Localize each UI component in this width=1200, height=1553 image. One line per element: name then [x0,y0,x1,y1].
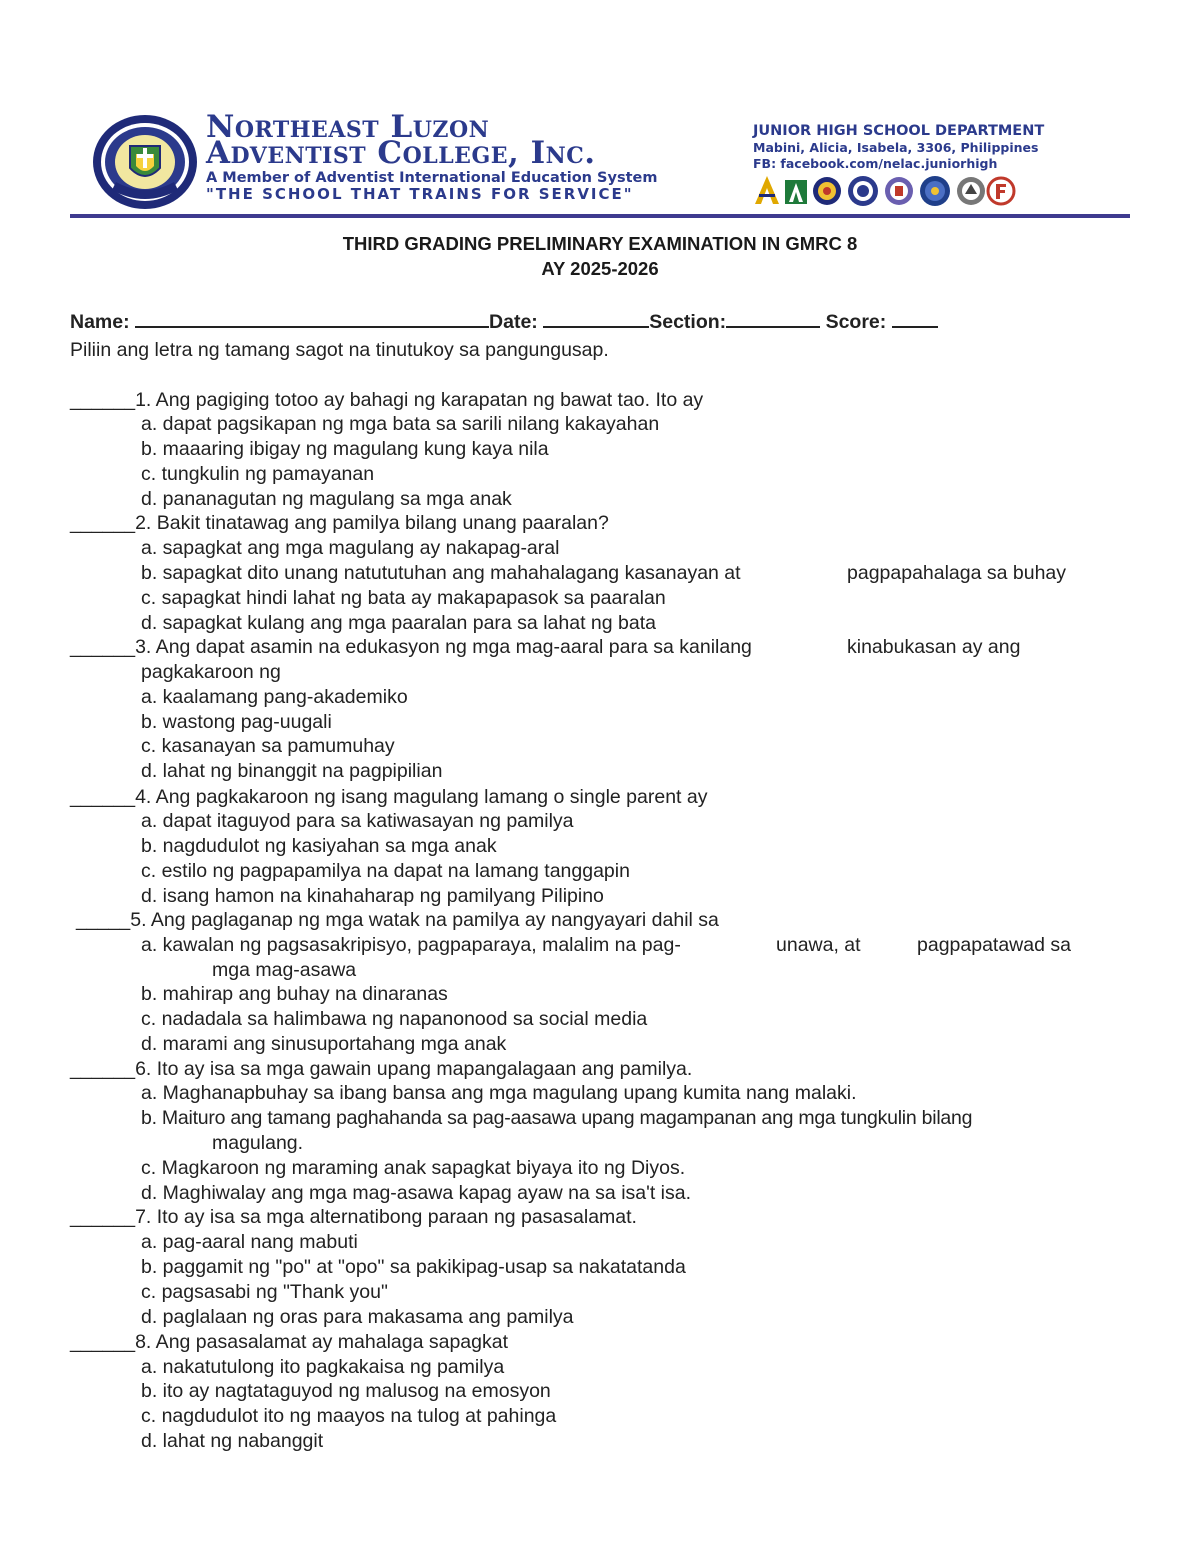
logo-grey-seal-icon [957,177,985,205]
question-5-choice-c: c. nadadala sa halimbawa ng napanonood sa social media [141,1008,648,1030]
exam-title: THIRD GRADING PRELIMINARY EXAMINATION IN GMRC 8 [342,233,858,254]
question-4-stem: ______4. Ang pagkakaroon ng isang magulang lamang o single parent ay [70,786,708,808]
answer-blank[interactable]: ______ [70,786,136,808]
question-5-choice-a: a. kawalan ng pagsasakripisyo, pagpaparaya, malalim na pag- [141,934,681,956]
question-8-choice-a: a. nakatutulong ito pagkakaisa ng pamilya [141,1356,505,1378]
answer-blank[interactable]: ______ [70,1331,136,1353]
student-info-line [70,308,938,334]
member-statement: A Member of Adventist International Education System [206,170,658,186]
accreditation-logos [753,174,1053,206]
instruction: Piliin ang letra ng tamang sagot na tinutukoy sa pangungusap. [70,339,609,361]
department-facebook: FB: facebook.com/nelac.juniorhigh [753,156,998,171]
name-blank[interactable] [135,308,489,328]
college-name-block [206,109,746,203]
question-3-stem: ______3. Ang dapat asamin na edukasyon ng mga mag-aaral para sa kanilang [70,636,752,658]
answer-blank[interactable]: ______ [70,1058,136,1080]
question-7-choice-d: d. paglalaan ng oras para makasama ang pamilya [141,1306,574,1328]
question-3-stem-tail: kinabukasan ay ang [847,636,1021,658]
question-8-choice-c: c. nagdudulot ito ng maayos na tulog at pahinga [141,1405,557,1427]
college-name-line2: Adventist College, Inc. [206,135,596,171]
date-label: Date: [489,311,538,333]
logo-sun-seal-icon [813,177,841,205]
question-1-stem: ______1. Ang pagiging totoo ay bahagi ng karapatan ng bawat tao. Ito ay [70,389,704,411]
question-5-stem: _____5. Ang paglaganap ng mga watak na pamilya ay nangyayari dahil sa [76,909,719,931]
department-title: JUNIOR HIGH SCHOOL DEPARTMENT [753,123,1045,139]
question-2-choice-b-tail: pagpapahalaga sa buhay [847,562,1067,584]
department-address: Mabini, Alicia, Isabela, 3306, Philippines [753,140,1039,155]
question-5-choice-b: b. mahirap ang buhay na dinaranas [141,983,448,1005]
question-3-choice-b: b. wastong pag-uugali [141,711,332,733]
section-blank[interactable] [726,308,820,328]
logo-round-seal-icon [885,177,913,205]
question-5-choice-a-cont: mga mag-asawa [212,959,357,981]
college-name-line1: Northeast Luzon [206,109,490,145]
score-label: Score: [825,311,887,333]
question-7-stem: ______7. Ito ay isa sa mga alternatibong paraan ng pasasalamat. [70,1206,637,1228]
answer-blank[interactable]: ______ [70,512,136,534]
school-seal-icon [90,112,200,212]
question-4-choice-a: a. dapat itaguyod para sa katiwasayan ng pamilya [141,810,574,832]
question-6-choice-c: c. Magkaroon ng maraming anak sapagkat biyaya ito ng Diyos. [141,1157,686,1179]
question-3-choice-a: a. kaalamang pang-akademiko [141,686,408,708]
question-5-choice-d: d. marami ang sinusuportahang mga anak [141,1033,507,1055]
question-2-choice-a: a. sapagkat ang mga magulang ay nakapag-aral [141,537,560,559]
question-4-choice-c: c. estilo ng pagpapamilya na dapat na lamang tanggapin [141,860,630,882]
question-4-choice-d: d. isang hamon na kinahaharap ng pamilyang Pilipino [141,885,604,907]
question-1-choice-a: a. dapat pagsikapan ng mga bata sa sarili nilang kakayahan [141,413,660,435]
question-3-stem-cont: pagkakaroon ng [141,661,281,683]
section-label: Section: [649,311,727,333]
question-7-choice-c: c. pagsasabi ng "Thank you" [141,1281,388,1303]
question-3-choice-c: c. kasanayan sa pamumuhay [141,735,395,757]
logo-a-green-icon [785,180,807,204]
score-blank[interactable] [892,308,938,328]
question-6-choice-a: a. Maghanapbuhay sa ibang bansa ang mga magulang upang kumita nang malaki. [141,1082,857,1104]
logo-a-yellow-icon [755,176,779,204]
question-2-choice-c: c. sapagkat hindi lahat ng bata ay makapapasok sa paaralan [141,587,666,609]
question-8-choice-b: b. ito ay nagtataguyod ng malusog na emosyon [141,1380,551,1402]
header-rule [70,214,1130,218]
question-4-choice-b: b. nagdudulot ng kasiyahan sa mga anak [141,835,497,857]
question-1-choice-d: d. pananagutan ng magulang sa mga anak [141,488,512,510]
date-blank[interactable] [543,308,649,328]
question-2-choice-d: d. sapagkat kulang ang mga paaralan para sa lahat ng bata [141,612,656,634]
question-5-choice-a-part3: pagpapatawad sa [917,934,1071,956]
department-block [753,122,1133,172]
question-7-choice-a: a. pag-aaral nang mabuti [141,1231,358,1253]
question-5-choice-a-part2: unawa, at [776,934,861,956]
question-8-choice-d: d. lahat ng nabanggit [141,1430,324,1452]
question-2-choice-b: b. sapagkat dito unang natututuhan ang mahahalagang kasanayan at [141,562,741,584]
school-motto: "THE SCHOOL THAT TRAINS FOR SERVICE" [206,185,634,203]
question-2-stem: ______2. Bakit tinatawag ang pamilya bilang unang paaralan? [70,512,609,534]
logo-red-seal-icon [988,178,1014,204]
question-7-choice-b: b. paggamit ng "po" at "opo" sa pakikipag-usap sa nakatatanda [141,1256,686,1278]
exam-year: AY 2025-2026 [541,258,659,279]
name-label: Name: [70,311,130,333]
answer-blank[interactable]: _____ [76,909,131,931]
logo-gear-seal-icon [848,176,878,206]
question-6-choice-b: b. Maituro ang tamang paghahanda sa pag-aasawa upang magampanan ang mga tungkulin bilang [141,1107,973,1129]
question-6-stem: ______6. Ito ay isa sa mga gawain upang mapangalagaan ang pamilya. [70,1058,693,1080]
question-8-stem: ______8. Ang pasasalamat ay mahalaga sapagkat [70,1331,508,1353]
answer-blank[interactable]: ______ [70,389,136,411]
question-6-choice-d: d. Maghiwalay ang mga mag-asawa kapag ayaw na sa isa't isa. [141,1182,692,1204]
question-1-choice-b: b. maaaring ibigay ng magulang kung kaya nila [141,438,549,460]
school-header [70,108,1130,218]
answer-blank[interactable]: ______ [70,636,136,658]
logo-blue-seal-icon [920,176,950,206]
question-3-choice-d: d. lahat ng binanggit na pagpipilian [141,760,443,782]
question-1-choice-c: c. tungkulin ng pamayanan [141,463,375,485]
question-6-choice-b-cont: magulang. [212,1132,304,1154]
answer-blank[interactable]: ______ [70,1206,136,1228]
